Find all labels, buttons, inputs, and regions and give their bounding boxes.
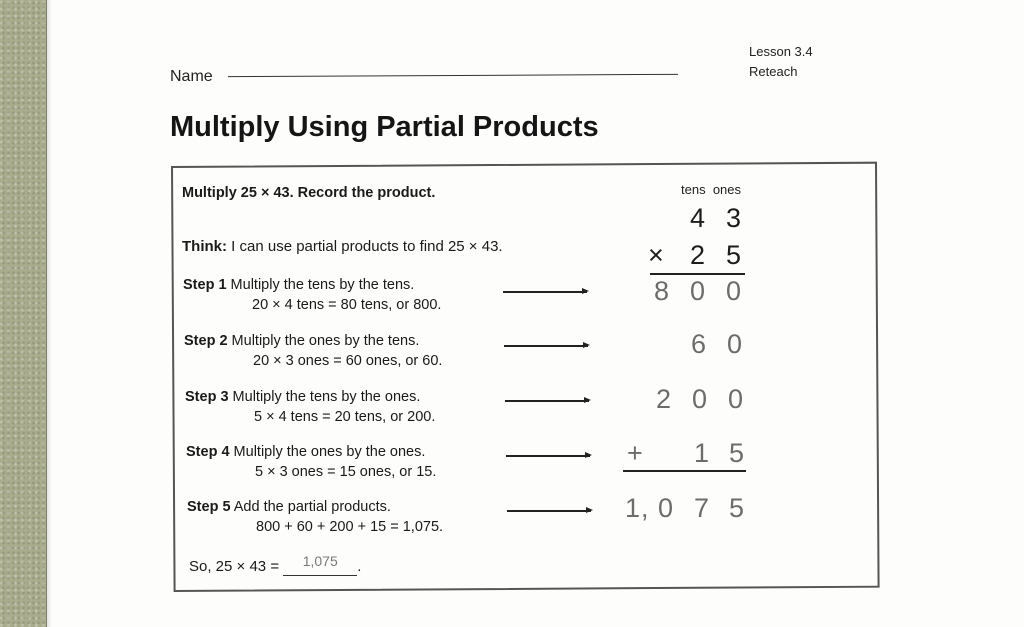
col-header-ones: ones <box>712 182 742 197</box>
partial-digit: 6 <box>691 329 707 359</box>
factor-digit: 4 <box>690 203 706 233</box>
total-digit: 0 <box>658 493 674 523</box>
sum-line <box>623 470 746 472</box>
lesson-type: Reteach <box>749 64 798 79</box>
step-3 <box>185 387 435 427</box>
place-value-headers <box>681 182 741 197</box>
instruction-text: Multiply 25 × 43. Record the product. <box>182 185 436 201</box>
step-4-arrow <box>506 455 590 457</box>
conclusion-suffix: . <box>357 558 362 575</box>
step-text: Multiply the ones by the ones. <box>233 444 426 460</box>
total-digit: 7 <box>694 493 710 523</box>
think-label: Think: <box>182 238 227 255</box>
total-comma: , <box>641 493 649 523</box>
factor-digit: 5 <box>726 240 742 270</box>
step-label: Step 5 <box>187 499 231 515</box>
partial-digit: 1 <box>694 438 710 468</box>
step-equation: 5 × 3 ones = 15 ones, or 15. <box>255 464 437 480</box>
step-text: Multiply the tens by the ones. <box>232 389 421 405</box>
step-3-arrow <box>505 400 589 402</box>
step-2 <box>184 331 442 371</box>
binder-edge <box>0 0 47 627</box>
step-label: Step 3 <box>185 389 229 405</box>
partial-digit: 2 <box>656 384 672 414</box>
partial-digit: 0 <box>690 276 706 306</box>
partial-digit: 0 <box>726 276 742 306</box>
lesson-info <box>749 42 813 82</box>
factor-digit: 3 <box>726 203 742 233</box>
page-shadow <box>46 0 52 627</box>
step-text: Multiply the tens by the tens. <box>230 277 415 293</box>
step-equation: 5 × 4 tens = 20 tens, or 200. <box>254 409 436 425</box>
multiply-line <box>650 273 745 275</box>
step-label: Step 1 <box>183 277 227 293</box>
total-digit: 5 <box>729 493 745 523</box>
partial-digit: 0 <box>692 384 708 414</box>
step-equation: 800 + 60 + 200 + 15 = 1,075. <box>256 519 444 535</box>
conclusion <box>189 553 362 576</box>
times-sign: × <box>648 240 664 270</box>
lesson-number: Lesson 3.4 <box>749 44 813 59</box>
step-1 <box>183 275 441 315</box>
step-equation: 20 × 4 tens = 80 tens, or 800. <box>252 297 442 313</box>
name-label: Name <box>170 68 213 85</box>
step-text: Add the partial products. <box>233 499 391 515</box>
step-label: Step 4 <box>186 444 230 460</box>
partial-digit: 5 <box>729 438 745 468</box>
name-field-line[interactable] <box>228 74 678 77</box>
conclusion-prefix: So, 25 × 43 = <box>189 558 284 575</box>
col-header-tens: tens <box>681 182 706 197</box>
think-body: I can use partial products to find 25 × 43. <box>227 238 503 255</box>
answer-blank[interactable] <box>283 553 357 576</box>
step-4 <box>186 442 436 482</box>
partial-digit: 0 <box>727 329 743 359</box>
step-1-arrow <box>503 291 587 293</box>
partial-digit: 8 <box>654 276 670 306</box>
partial-digit: 0 <box>728 384 744 414</box>
step-equation: 20 × 3 ones = 60 ones, or 60. <box>253 353 443 369</box>
step-5 <box>187 497 443 537</box>
step-2-arrow <box>504 345 588 347</box>
answer-value: 1,075 <box>302 553 338 569</box>
step-text: Multiply the ones by the tens. <box>231 333 420 349</box>
think-text <box>182 238 503 255</box>
plus-sign: + <box>627 438 643 468</box>
step-label: Step 2 <box>184 333 228 349</box>
factor-digit: 2 <box>690 240 706 270</box>
step-5-arrow <box>507 510 591 512</box>
page-title: Multiply Using Partial Products <box>170 111 599 143</box>
total-digit: 1 <box>625 493 641 523</box>
